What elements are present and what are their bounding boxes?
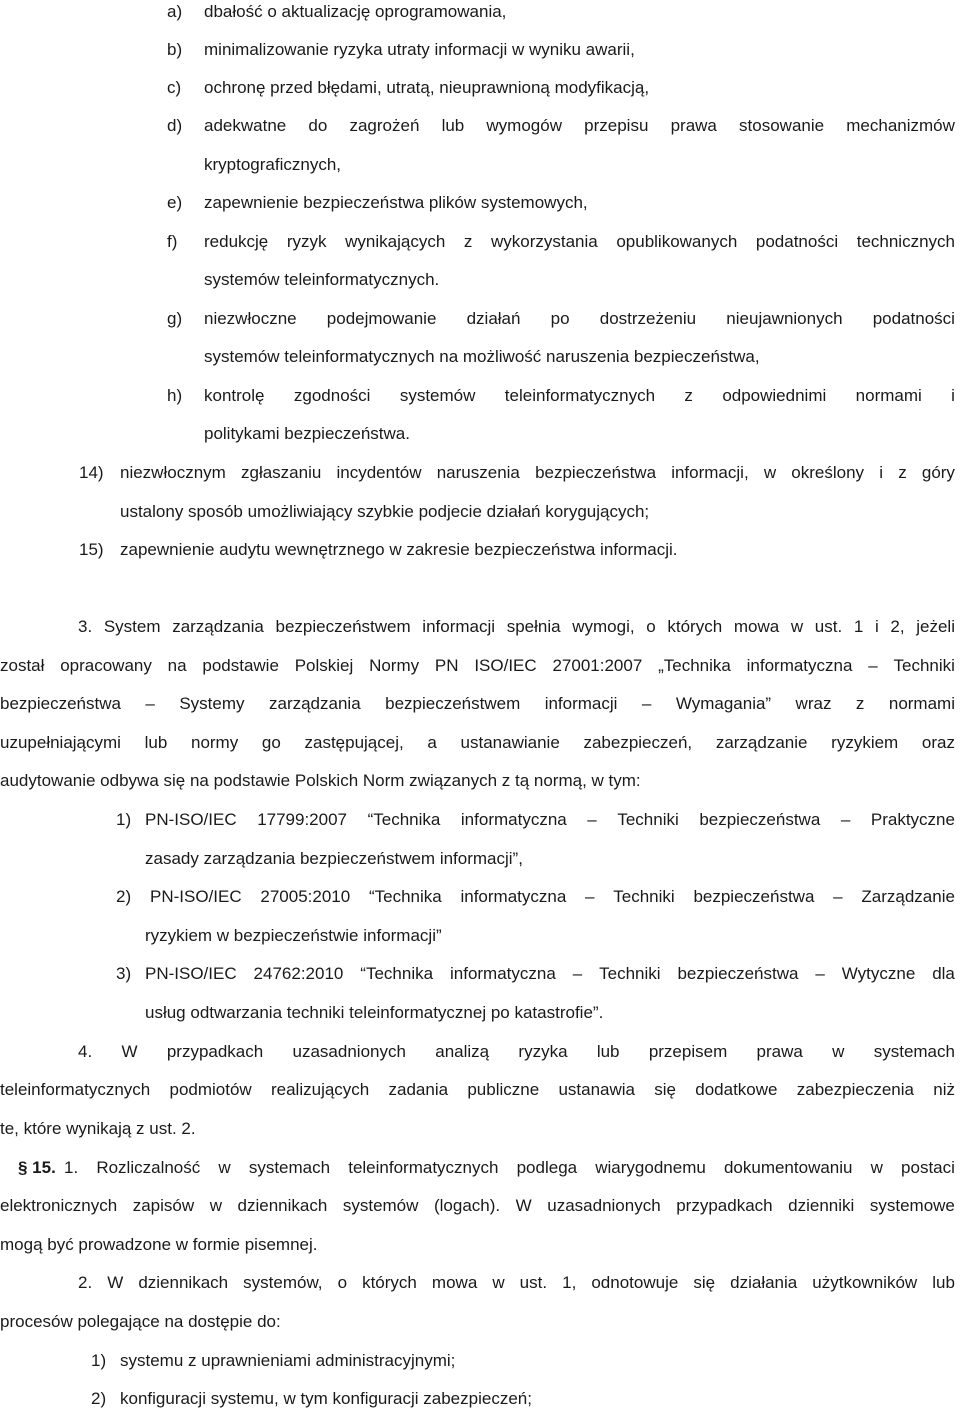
word: z [855,694,865,713]
word: W [515,1196,532,1215]
section-heading: § 15. [18,1158,56,1177]
word: w [218,1158,231,1177]
list-marker: 1) [91,1351,107,1370]
list-item-text: systemów teleinformatycznych. [204,270,440,289]
word: zabezpieczenia [796,1080,914,1099]
word: jeżeli [916,617,955,636]
word: bezpieczeństwa [535,463,657,482]
word: się [693,1273,716,1292]
word: postaci [901,1158,955,1177]
word: zagrożeń [349,116,420,135]
justified-line [0,1079,955,1101]
word: w [790,617,804,636]
word: w [870,1158,883,1177]
word: dziennikach [237,1196,328,1215]
word: Normy [369,656,420,675]
word: dostrzeżeniu [599,309,697,328]
paragraph-line: procesów polegające na dostępie do: [0,1312,281,1331]
word: przepisu [584,116,649,135]
list-item-text: minimalizowanie ryzyka utraty informacji w wyniku awarii, [204,40,635,59]
word: teleinformatycznych [0,1080,151,1099]
word: Polskiej [294,656,354,675]
word: “Technika [360,964,434,983]
word: go [261,733,281,752]
list-item-text: usług odtwarzania techniki teleinformatycznej po katastrofie”. [145,1003,604,1022]
list-marker: 14) [79,463,104,482]
word: W [121,1042,138,1061]
word: lub [144,733,168,752]
word: – [641,694,652,713]
word: systemów [342,1196,419,1215]
word: na [167,656,187,675]
word: w [832,1042,845,1061]
word: przypadkach [676,1196,773,1215]
word: bezpieczeństwa [677,964,799,983]
justified-line [0,1195,955,1217]
justified-line [78,1041,955,1063]
list-marker: 3) [116,964,132,983]
word: bezpieczeństwa [693,887,815,906]
word: zgodności [293,386,371,405]
word: 24762:2010 [253,964,344,983]
word: Techniki [599,964,661,983]
list-marker: f) [167,232,178,251]
word: informatyczna [746,656,853,675]
justified-line [145,809,955,831]
word: wraz [795,694,832,713]
word: systemów [399,386,476,405]
list-marker: e) [167,193,183,212]
word: PN-ISO/IEC [150,887,242,906]
word: których [667,617,723,636]
word: niezwłocznym [120,463,226,482]
word: lub [932,1273,955,1292]
list-item-text: politykami bezpieczeństwa. [204,424,410,443]
word: w [763,463,777,482]
word: uzasadnionych [547,1196,661,1215]
word: teleinformatycznych [348,1158,499,1177]
word: ryzyka [518,1042,568,1061]
word: Systemy [179,694,245,713]
word: 17799:2007 [257,810,348,829]
word: ust. [519,1273,548,1292]
word: określony [791,463,865,482]
word: dla [932,964,955,983]
word: został [0,656,45,675]
list-item-text: ryzykiem w bezpieczeństwie informacji” [145,926,442,945]
list-marker: b) [167,40,183,59]
justified-line [204,308,955,330]
list-marker: h) [167,386,183,405]
word: podmiotów [169,1080,252,1099]
list-item-text: konfiguracji systemu, w tym konfiguracji zabezpieczeń; [120,1389,532,1408]
word: analizą [435,1042,490,1061]
word: Wytyczne [841,964,916,983]
paragraph-line: audytowanie odbywa się na podstawie Polskich Norm związanych z tą normą, w tym: [0,771,641,790]
justified-line [78,616,955,638]
word: bezpieczeństwem [275,617,411,636]
word: się [654,1080,676,1099]
word: których [362,1273,417,1292]
word: normami [888,694,955,713]
word: podatności [755,232,839,251]
word: niezwłoczne [204,309,297,328]
word: informatyczna [449,964,556,983]
word: 27005:2010 [260,887,351,906]
word: 4. [78,1042,93,1061]
word: działania [730,1273,798,1292]
word: systemowe [869,1196,955,1215]
word: dziennikach [138,1273,229,1292]
word: – [145,694,155,713]
word: informacji, [671,463,749,482]
word: uzasadnionych [292,1042,406,1061]
list-item-text: systemów teleinformatycznych na możliwość naruszenia bezpieczeństwa, [204,347,760,366]
word: uzupełniającymi [0,733,121,752]
word: odpowiednimi [722,386,827,405]
word: zarządzania [172,617,264,636]
word: lub [596,1042,620,1061]
word: incydentów [336,463,422,482]
justified-line [0,693,955,715]
justified-line [145,963,955,985]
word: i [951,386,955,405]
word: niż [933,1080,955,1099]
word: ISO/IEC [474,656,537,675]
word: lub [441,116,465,135]
word: i [879,463,884,482]
word: stosowanie [739,116,825,135]
word: naruszenia [436,463,520,482]
word: bezpieczeństwa [699,810,821,829]
word: dokumentowaniu [723,1158,853,1177]
word: technicznych [856,232,955,251]
word: PN-ISO/IEC [145,810,237,829]
list-marker: 2) [91,1389,107,1408]
word: a [427,733,437,752]
word: informacji [544,694,618,713]
list-item-text: dbałość o aktualizację oprogramowania, [204,2,507,21]
word: teleinformatycznych [504,386,656,405]
word: ustanawia [558,1080,635,1099]
word: Praktyczne [870,810,955,829]
word: zabezpieczeń, [583,733,693,752]
word: o [646,617,656,636]
list-item-text: zapewnienie bezpieczeństwa plików systemowych, [204,193,588,212]
word: PN [434,656,459,675]
word: Techniki [617,810,679,829]
word: z [463,232,473,251]
word: Rozliczalność [96,1158,201,1177]
list-marker: a) [167,2,183,21]
word: góry [921,463,955,482]
word: ust. [814,617,843,636]
word: 1 [853,617,864,636]
word: zarządzania [268,694,361,713]
word: opracowany [60,656,152,675]
word: PN-ISO/IEC [145,964,237,983]
word: – [585,887,595,906]
word: spełnia [506,617,561,636]
word: kontrolę [204,386,265,405]
word: systemach [248,1158,331,1177]
list-marker: 2) [116,887,132,906]
word: oraz [921,733,955,752]
justified-line [204,115,955,137]
word: 3. [78,617,93,636]
word: przypadkach [166,1042,264,1061]
word: nieujawnionych [726,309,843,328]
word: Zarządzanie [861,887,955,906]
word: mowa [431,1273,478,1292]
word: bezpieczeństwa [0,694,121,713]
word: wynikających [345,232,446,251]
word: systemach [873,1042,955,1061]
word: informacji [422,617,496,636]
word: i [874,617,879,636]
list-item-text: ochronę przed błędami, utratą, nieuprawnioną modyfikacją, [204,78,650,97]
word: zarządzanie [715,733,808,752]
word: zgłaszaniu [240,463,322,482]
justified-line [0,655,955,677]
list-marker: 1) [116,810,132,829]
word: prawa [756,1042,803,1061]
list-item-text: kryptograficznych, [204,155,341,174]
word: wymogów [486,116,562,135]
word: w [492,1273,505,1292]
word: o [337,1273,348,1292]
word: “Technika [368,887,442,906]
word: Wymagania” [675,694,772,713]
word: normami [855,386,922,405]
justified-line [120,462,955,484]
word: – [587,810,597,829]
word: “Technika [367,810,441,829]
list-item-text: zapewnienie audytu wewnętrznego w zakresie bezpieczeństwa informacji. [120,540,678,559]
word: z [898,463,907,482]
word: 1, [562,1273,577,1292]
word: zastępującej, [304,733,404,752]
word: System [103,617,161,636]
word: ryzykiem [831,733,899,752]
word: realizujących [270,1080,370,1099]
word: w [209,1196,222,1215]
word: – [868,656,878,675]
list-marker: d) [167,116,183,135]
word: – [572,964,583,983]
justified-line [64,1157,955,1179]
word: podlega [516,1158,578,1177]
word: elektronicznych [0,1196,118,1215]
word: zadania [388,1080,449,1099]
justified-line [0,732,955,754]
word: wymogi, [572,617,635,636]
word: normy [190,733,239,752]
justified-line [204,385,955,407]
word: dodatkowe [695,1080,778,1099]
word: odnotowuje [591,1273,679,1292]
word: – [815,964,825,983]
word: Techniki [613,887,675,906]
word: systemów, [243,1273,323,1292]
word: podejmowanie [326,309,437,328]
word: – [833,887,843,906]
word: użytkowników [812,1273,918,1292]
word: Techniki [893,656,955,675]
list-marker: c) [167,78,182,97]
word: redukcję [204,232,269,251]
justified-line [204,231,955,253]
word: przepisem [648,1042,728,1061]
word: podatności [872,309,955,328]
word: podstawie [202,656,279,675]
word: 27001:2007 [552,656,643,675]
word: wykorzystania [490,232,598,251]
word: publiczne [467,1080,540,1099]
word: informatyczna [460,887,567,906]
word: zapisów [132,1196,195,1215]
word: z [684,386,693,405]
word: 2. [78,1273,93,1292]
word: W [107,1273,124,1292]
word: do [308,116,328,135]
justified-line [150,886,955,908]
list-marker: 15) [79,540,104,559]
word: bezpieczeństwem [385,694,521,713]
word: ryzyk [286,232,327,251]
word: prawa [670,116,717,135]
word: „Technika [658,656,731,675]
word: opublikowanych [616,232,738,251]
word: (logach). [433,1196,501,1215]
word: informatyczna [460,810,567,829]
word: 1. [64,1158,79,1177]
word: adekwatne [204,116,287,135]
list-item-text: systemu z uprawnieniami administracyjnymi; [120,1351,456,1370]
word: – [840,810,851,829]
list-marker: g) [167,309,183,328]
list-item-text: ustalony sposób umożliwiający szybkie podjecie działań korygujących; [120,502,650,521]
paragraph-line: mogą być prowadzone w formie pisemnej. [0,1235,318,1254]
word: działań [466,309,521,328]
word: mowa [733,617,780,636]
word: 2, [890,617,905,636]
word: dzienniki [788,1196,855,1215]
paragraph-line: te, które wynikają z ust. 2. [0,1119,196,1138]
word: mechanizmów [846,116,955,135]
word: po [550,309,570,328]
justified-line [78,1272,955,1294]
word: wiarygodnemu [595,1158,706,1177]
list-item-text: zasady zarządzania bezpieczeństwem informacji”, [145,849,523,868]
word: ustanawianie [460,733,560,752]
